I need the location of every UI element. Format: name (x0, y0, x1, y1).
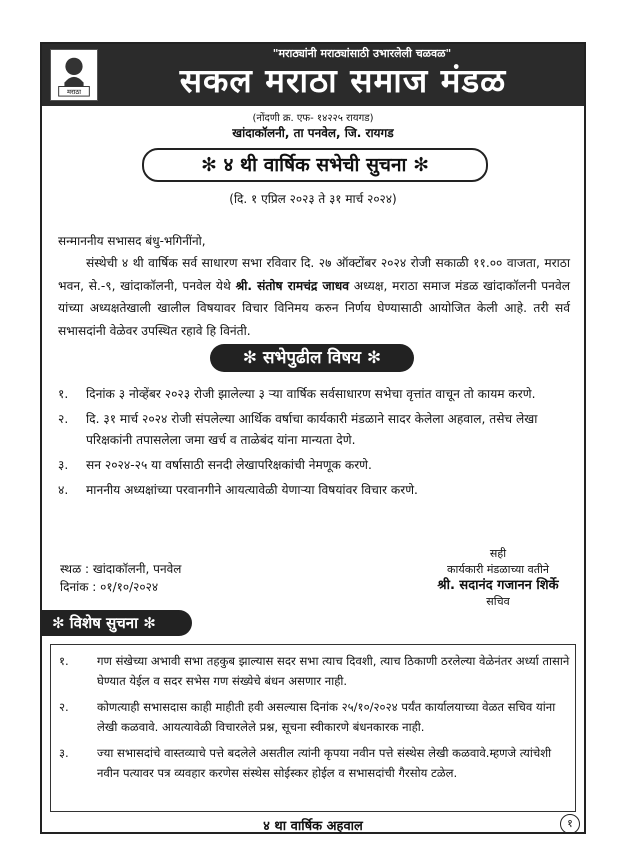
notice-date: दिनांक : ०१/१०/२०२४ (60, 580, 159, 594)
meeting-announcement (58, 252, 570, 342)
notice-page (40, 42, 586, 834)
registration-number: (नोंदणी क्र. एफ- १४२२५ रायगड) (252, 113, 374, 124)
agenda-item-text: दिनांक ३ नोव्हेंबर २०२३ रोजी झालेल्या ३ ऱ्या वार्षिक सर्वसाधारण सभेचा वृत्तांत वाचून तो कायम करणे. (86, 387, 536, 401)
signature-label: सही (489, 547, 507, 560)
agenda-item-number: ४. (58, 483, 69, 497)
page-number: १ (560, 814, 580, 834)
notice-title: ✻ ४ थी वार्षिक सभेची सुचना ✻ (142, 148, 488, 182)
special-note-item (51, 651, 575, 691)
chairperson-name: श्री. संतोष रामचंद्र जाधव (235, 278, 349, 293)
agenda-list (58, 384, 574, 505)
agenda-item (58, 455, 574, 476)
announcement-part-1: संस्थेची ४ थी वार्षिक सर्व साधारण सभा रविवार दि. २७ ऑक्टोंबर २०२४ रोजी सकाळी ११.०० वाजता, मराठा भवन, से.-९, खांदाकॉलनी, पनवेल येथे (58, 256, 570, 293)
header-band (42, 44, 584, 106)
special-note-number: २. (59, 700, 69, 714)
agenda-heading: ✻ सभेपुढील विषय ✻ (210, 344, 414, 372)
report-footer (42, 816, 584, 834)
agenda-item (58, 384, 574, 405)
special-notes-box (50, 644, 576, 812)
salutation: सन्माननीय सभासद बंधु-भगिनींनो, (58, 234, 206, 248)
special-note-number: १. (59, 654, 69, 668)
special-note-text: ज्या सभासदांचे वास्तव्याचे पत्ते बदलेले असतील त्यांनी कृपया नवीन पत्ते संस्थेस लेखी कळवावे.म्हणजे त्यांचेशी नवीन पत्यावर पत्र व्यवहार करणेस संस्थेस सोईस्कर होईल व सभासदांची गैरसोय टळेल. (97, 746, 552, 780)
announcement-part-2: अध्यक्ष, मराठा समाज मंडळ खांदाकॉलनी पनवेल यांच्या अध्यक्षतेखाली खालील विषयावर विचार विनिमय करुन निर्णय घेण्यासाठी आयोजित केली आहे. तरी सर्व सभासदांनी वेळेवर उपस्थित रहावे हि विनंती. (58, 278, 570, 338)
agenda-item (58, 409, 574, 451)
agenda-item-number: २. (58, 412, 69, 426)
agenda-item-number: ३. (58, 458, 69, 472)
agenda-item-text: दि. ३१ मार्च २०२४ रोजी संपलेल्या आर्थिक वर्षाचा कार्यकारी मंडळाने सादर केलेला अहवाल, तसेच लेखा परिक्षकांनी तपासलेला जमा खर्च व ताळेबंद यांना मान्यता देणे. (86, 412, 538, 447)
tagline: "मराठ्यांनी मराठ्यांसाठी उभारलेली चळवळ" (272, 47, 452, 60)
organization-address: खांदाकॉलनी, ता पनवेल, जि. रायगड (232, 126, 394, 140)
special-note-number: ३. (59, 746, 69, 760)
special-note-item (51, 697, 575, 737)
place-and-date (60, 560, 181, 596)
agenda-item-number: १. (58, 387, 69, 401)
special-note-item (51, 743, 575, 783)
special-notes-heading: ✻ विशेष सुचना ✻ (42, 610, 192, 636)
organization-logo (50, 49, 98, 101)
special-note-text: गण संखेच्या अभावी सभा तहकुब झाल्यास सदर सभा त्याच दिवशी, त्याच ठिकाणी ठरलेल्या वेळेनंतर अर्ध्या तासाने घेण्यात येईल व सदर सभेस गण संख्येचे बंधन असणार नाही. (97, 654, 570, 688)
financial-period: (दि. १ एप्रिल २०२३ ते ३१ मार्च २०२४) (229, 192, 397, 206)
on-behalf-of: कार्यकारी मंडळाच्या वतीने (447, 563, 549, 576)
logo-text: मराठा (66, 88, 82, 97)
meeting-place: स्थळ : खांदाकॉलनी, पनवेल (60, 562, 182, 576)
warrior-emblem-icon (51, 50, 97, 100)
secretary-name: श्री. सदानंद गजानन शिर्के (437, 578, 559, 593)
organization-title: सकल मराठा समाज मंडळ (179, 61, 507, 100)
secretary-role: सचिव (486, 595, 510, 608)
special-note-text: कोणत्याही सभासदास काही माहीती हवी असल्यास दिनांक २५/१०/२०२४ पर्यंत कार्यालयाच्या वेळत सचिव यांना लेखी कळवावे. आयत्यावेळी विचारलेले प्रश्न, सूचना स्वीकारणे बंधनकारक नाही. (97, 700, 556, 734)
annual-report-label: ४ था वार्षिक अहवाल (263, 819, 363, 834)
agenda-item-text: सन २०२४-२५ या वर्षासाठी सनदी लेखापरिक्षकांची नेमणूक करणे. (86, 458, 372, 472)
agenda-item-text: माननीय अध्यक्षांच्या परवानगीने आयत्यावेळी येणाऱ्या विषयांवर विचार करणे. (86, 483, 418, 497)
signature-block (412, 546, 584, 610)
agenda-item (58, 480, 574, 501)
